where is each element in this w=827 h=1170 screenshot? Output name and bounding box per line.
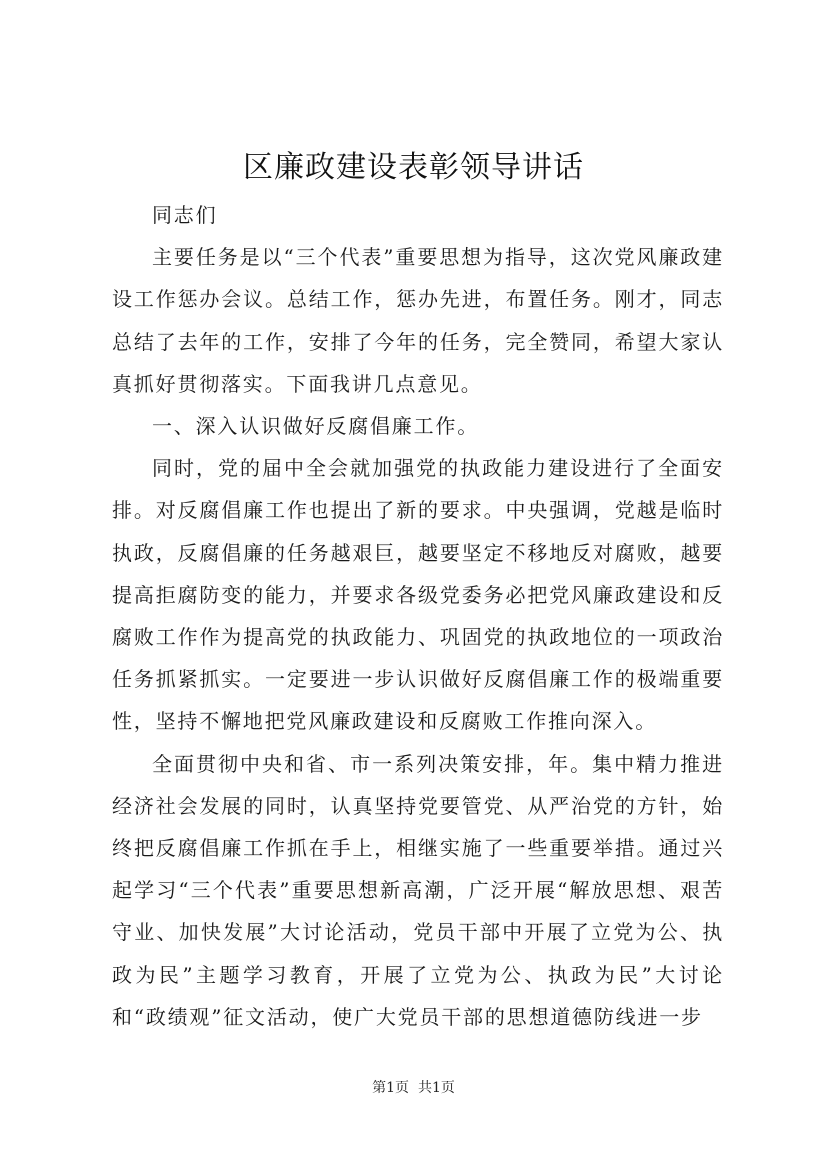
- document-body: [112, 194, 724, 1038]
- page-number: 第1页 共1页: [372, 1080, 455, 1096]
- page-footer: [0, 1078, 827, 1098]
- paragraph-1: 主要任务是以“三个代表”重要思想为指导，这次党风廉政建设工作惩办会议。总结工作，惩办先进，布置任务。刚才，同志总结了去年的工作，安排了今年的任务，完全赞同，希望大家认真抓好贯彻落实。下面我讲几点意见。: [112, 245, 724, 396]
- section-heading: 一、深入认识做好反腐倡廉工作。: [152, 414, 479, 439]
- paragraph-3: 全面贯彻中央和省、市一系列决策安排，年。集中精力推进经济社会发展的同时，认真坚持党要管党、从严治党的方针，始终把反腐倡廉工作抓在手上，相继实施了一些重要举措。通过兴起学习“三个代表”重要思想新高潮，广泛开展“解放思想、艰苦守业、加快发展”大讨论活动，党员干部中开展了立党为公、执政为民”主题学习教育，开展了立党为公、执政为民”大讨论和“政绩观”征文活动，使广大党员干部的思想道德防线进一步: [112, 751, 724, 1029]
- salutation: 同志们: [152, 203, 218, 227]
- paragraph-2: 同时，党的届中全会就加强党的执政能力建设进行了全面安排。对反腐倡廉工作也提出了新的要求。中央强调，党越是临时执政，反腐倡廉的任务越艰巨，越要坚定不移地反对腐败，越要提高拒腐防变的能力，并要求各级党委务必把党风廉政建设和反腐败工作作为提高党的执政能力、巩固党的执政地位的一项政治任务抓紧抓实。一定要进一步认识做好反腐倡廉工作的极端重要性，坚持不懈地把党风廉政建设和反腐败工作推向深入。: [112, 456, 724, 734]
- document-title: 区廉政建设表彰领导讲话: [243, 150, 584, 185]
